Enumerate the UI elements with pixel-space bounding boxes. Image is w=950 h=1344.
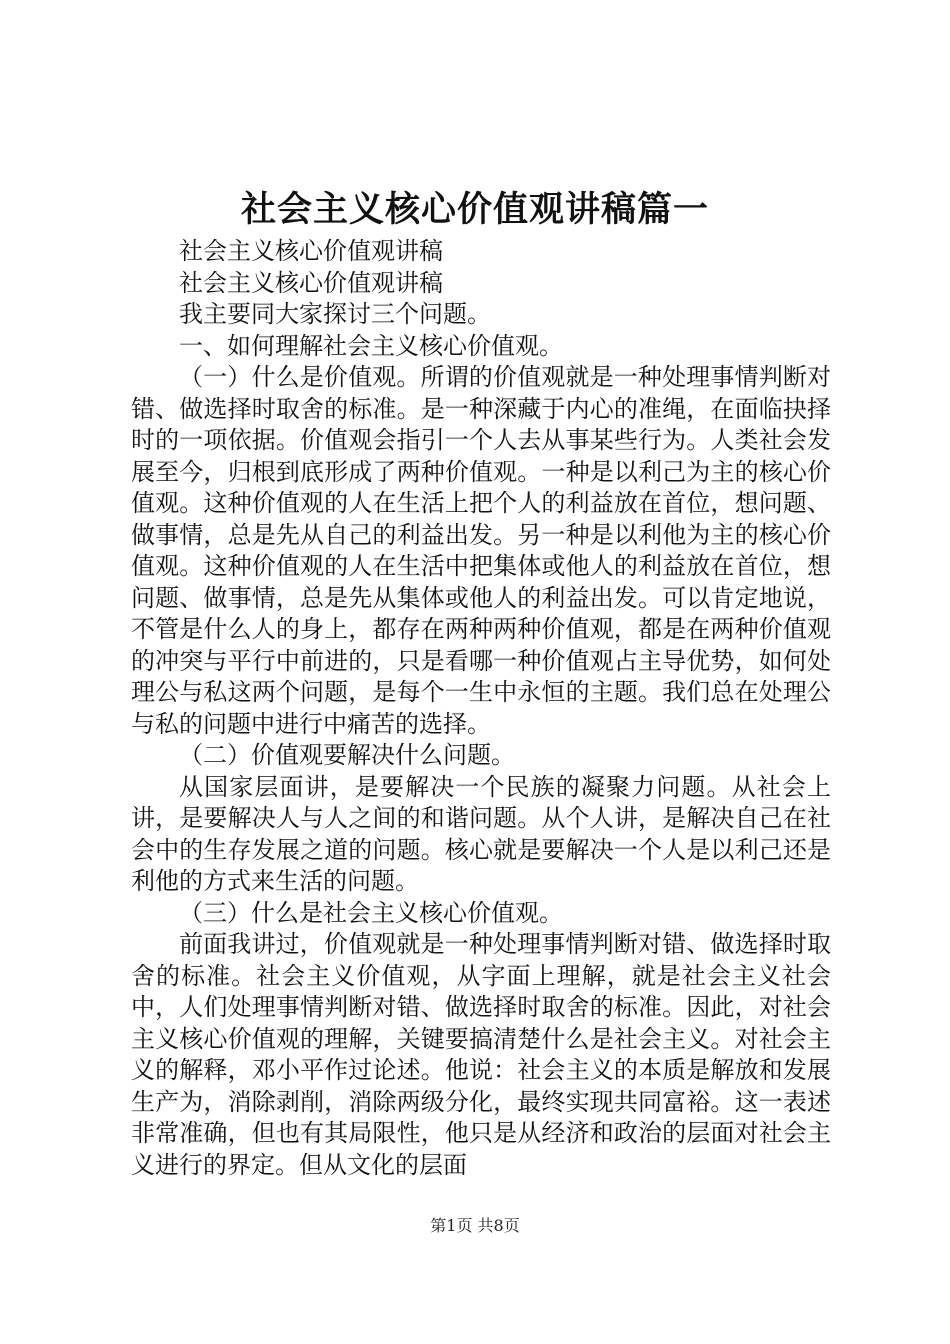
paragraph: 社会主义核心价值观讲稿 (179, 237, 443, 265)
subsection-heading: （二）价值观要解决什么问题。 (179, 741, 515, 769)
document-body (131, 236, 831, 1181)
paragraph: 从国家层面讲，是要解决一个民族的凝聚力问题。从社会上讲，是要解决人与人之间的和谐问题。从个人讲，是解决自己在社会中的生存发展之道的问题。核心就是要解决一个人是以利己还是利他的方式来生活的问题。 (131, 772, 831, 895)
paragraph: 前面我讲过，价值观就是一种处理事情判断对错、做选择时取舍的标准。社会主义价值观，从字面上理解，就是社会主义社会中，人们处理事情判断对错、做选择时取舍的标准。因此，对社会主义核心价值观的理解，关键要搞清楚什么是社会主义。对社会主义的解释，邓小平作过论述。他说：社会主义的本质是解放和发展生产为，消除剥削，消除两级分化，最终实现共同富裕。这一表述非常准确，但也有其局限性，他只是从经济和政治的层面对社会主义进行的界定。但从文化的层面 (131, 930, 831, 1179)
document-title: 社会主义核心价值观讲稿篇一 (240, 189, 709, 230)
paragraph: 社会主义核心价值观讲稿 (179, 268, 443, 297)
paragraph: （一）什么是价值观。所谓的价值观就是一种处理事情判断对错、做选择时取舍的标准。是一种深藏于内心的准绳，在面临抉择时的一项依据。价值观会指引一个人去从事某些行为。人类社会发展至今，归根到底形成了两种价值观。一种是以利己为主的核心价值观。这种价值观的人在生活上把个人的利益放在首位，想问题、做事情，总是先从自己的利益出发。另一种是以利他为主的核心价值观。这种价值观的人在生活中把集体或他人的利益放在首位，想问题、做事情，总是先从集体或他人的利益出发。可以肯定地说，不管是什么人的身上，都存在两种两种价值观，都是在两种价值观的冲突与平行中前进的，只是看哪一种价值观占主导优势，如何处理公与私这两个问题，是每个一生中永恒的主题。我们总在处理公与私的问题中进行中痛苦的选择。 (131, 363, 831, 738)
subsection-heading: （三）什么是社会主义核心价值观。 (179, 898, 563, 927)
paragraph: 我主要同大家探讨三个问题。 (179, 300, 491, 328)
page-number-footer: 第1页 共8页 (430, 1216, 520, 1235)
section-heading: 一、如何理解社会主义核心价值观。 (179, 331, 563, 360)
